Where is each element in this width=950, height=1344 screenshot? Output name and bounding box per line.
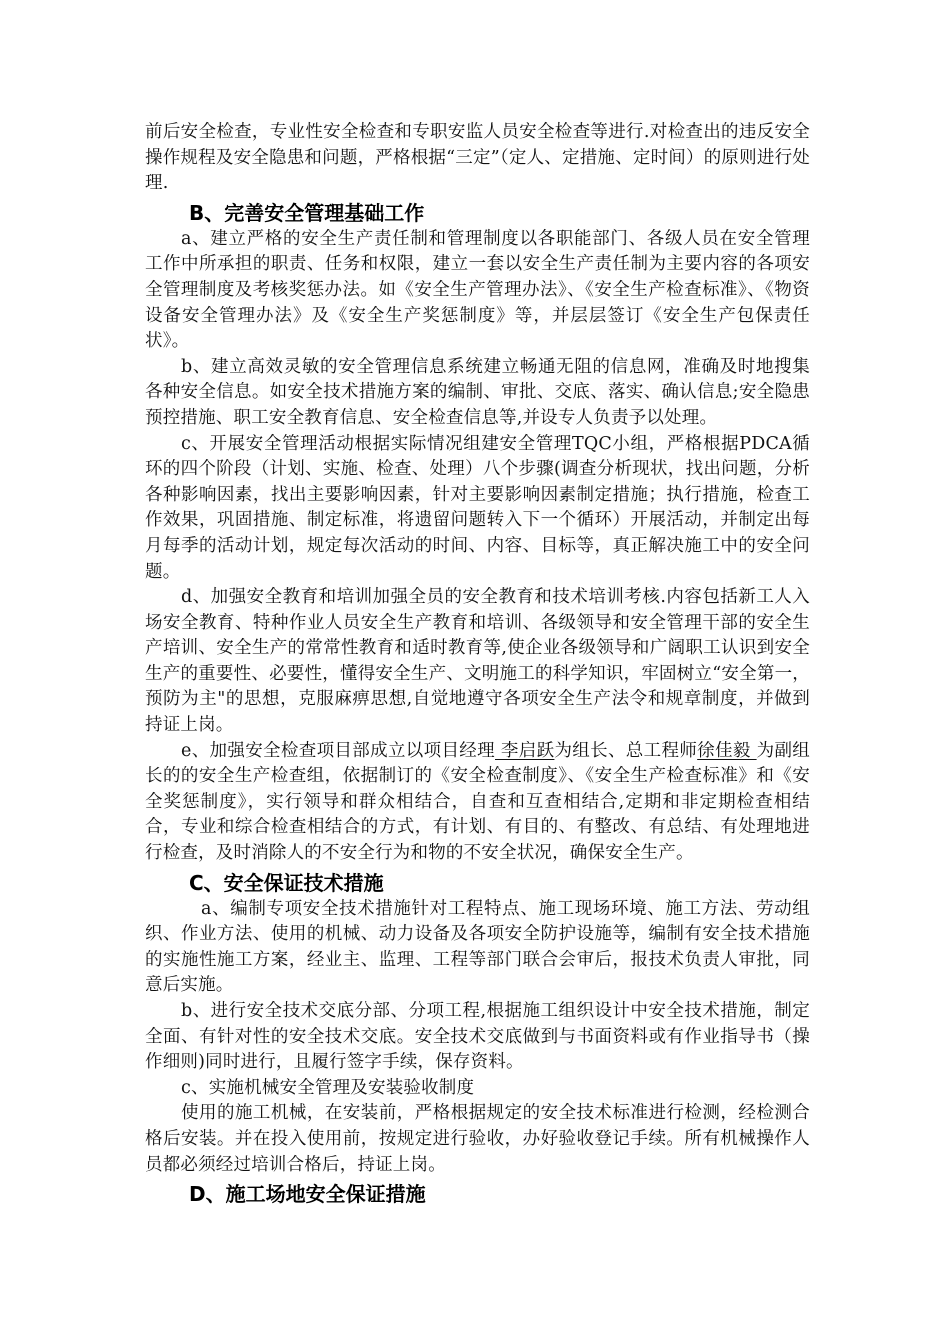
document-page (145, 120, 810, 1208)
section-b-item-e (145, 739, 810, 867)
project-manager-name: 李启跃 (495, 740, 555, 761)
section-b-item-b: b、建立高效灵敏的安全管理信息系统建立畅通无阻的信息网，准确及时地搜集各种安全信息。如安全技术措施方案的编制、审批、交底、落实、确认信息;安全隐患预控措施、职工安全教育信息、安全检查信息等,并设专人负责予以处理。 (145, 356, 810, 428)
section-b-item-c: c、开展安全管理活动根据实际情况组建安全管理TQC小组，严格根据PDCA循环的四个阶段（计划、实施、检查、处理）八个步骤(调查分析现状，找出问题，分析各种影响因素，找出主要影响因素，针对主要影响因素制定措施；执行措施，检查工作效果，巩固措施、制定标准，将遗留问题转入下一个循环）开展活动，并制定出每月每季的活动计划，规定每次活动的时间、内容、目标等，真正解决施工中的安全问题。 (145, 433, 810, 582)
section-b-heading: B、完善安全管理基础工作 (189, 200, 425, 225)
item-e-text-3: 为副组长的的安全生产检查组，依据制订的《安全检查制度》、《安全生产检查标准》和《安全奖惩制度》，实行领导和群众相结合，自查和互查相结合,定期和非定期检查相结合，专业和综合检查相结合的方式，有计划、有目的、有整改、有总结、有处理地进行检查，及时消除人的不安全行为和物的不安全状况，确保安全生产。 (145, 740, 810, 864)
section-d-heading: D、施工场地安全保证措施 (189, 1182, 426, 1207)
section-c-heading: C、安全保证技术措施 (189, 870, 384, 895)
intro-paragraph: 前后安全检查，专业性安全检查和专职安监人员安全检查等进行.对检查出的违反安全操作规程及安全隐患和问题，严格根据“三定”（定人、定措施、定时间）的原则进行处理. (145, 122, 810, 194)
item-e-text-2: 为组长、总工程师 (554, 740, 698, 761)
item-e-text-1: e、加强安全检查项目部成立以项目经理 (181, 740, 495, 761)
section-b-item-d: d、加强安全教育和培训加强全员的安全教育和技术培训考核.内容包括新工人入场安全教育、特种作业人员安全生产教育和培训、各级领导和安全管理干部的安全生产培训、安全生产的常常性教育和适时教育等,使企业各级领导和广阔职工认识到安全生产的重要性、必要性，懂得安全生产、文明施工的科学知识，牢固树立“安全第一，预防为主"的思想，克服麻痹思想,自觉地遵守各项安全生产法令和规章制度，并做到持证上岗。 (145, 587, 810, 736)
section-c-item-b: b、进行安全技术交底分部、分项工程,根据施工组织设计中安全技术措施，制定全面、有针对性的安全技术交底。安全技术交底做到与书面资料或有作业指导书（操作细则)同时进行，且履行签字手续，保存资料。 (145, 1001, 810, 1073)
section-b-item-a: a、建立严格的安全生产责任制和管理制度以各职能部门、各级人员在安全管理工作中所承担的职责、任务和权限，建立一套以安全生产责任制为主要内容的各项安全管理制度及考核奖惩办法。如《安全生产管理办法》、《安全生产检查标准》、《物资设备安全管理办法》及《安全生产奖惩制度》等，并层层签订《安全生产包保责任状》。 (145, 228, 810, 352)
section-c-item-a: a、编制专项安全技术措施针对工程特点、施工现场环境、施工方法、劳动组织、作业方法、使用的机械、动力设备及各项安全防护设施等，编制有安全技术措施的实施性施工方案，经业主、监理、工程等部门联合会审后，报技术负责人审批，同意后实施。 (145, 898, 810, 996)
section-c-item-c-body: 使用的施工机械，在安装前，严格根据规定的安全技术标准进行检测，经检测合格后安装。并在投入使用前，按规定进行验收，办好验收登记手续。所有机械操作人员都必须经过培训合格后，持证上岗。 (145, 1103, 810, 1175)
chief-engineer-name: 徐佳毅 (697, 740, 757, 761)
section-c-item-c: c、实施机械安全管理及安装验收制度 (181, 1077, 475, 1098)
